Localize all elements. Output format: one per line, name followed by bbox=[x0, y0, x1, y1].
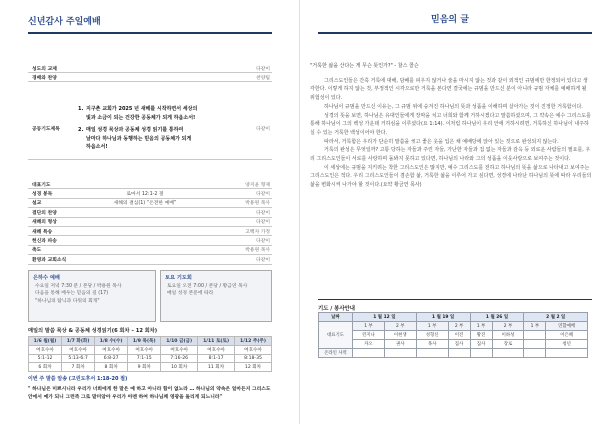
service-order-main bbox=[28, 180, 272, 265]
order-row: 새해 특송 고백자 가정 bbox=[28, 227, 272, 236]
wednesday-service-box: 은하수 예배 수요일 저녁 7:30 분 / 본당 / 박용원 목사 다음을 통해 배우는 믿음의 길 (17) "하나님의 탐닉과 다윗의 회개" bbox=[28, 270, 156, 322]
reading-title: 매일의 말씀 묵상 & 공동체 성경읽기(6 회차 – 12 회차) bbox=[28, 328, 158, 334]
service-order-top bbox=[28, 64, 272, 82]
reading-schedule-table: 1/6 월(월) 1/7 화(화) 1/8 수(수) 1/9 목(목) 1/10 금(금) 1/11 토(토) 1/12 주(주) 여호수아 여호수아 여호수아 여호수아 여호수아 여호수아 여호수아 5:1-12 5:13-6:7 6:8-27 7:1-15 7:16-26 8:1-17 8:18-35 6 회차 7 회차 8 회차 9 회차 10 회차 11 회차 12 회차 bbox=[28, 336, 272, 372]
duty-table: 날짜 1 월 12 일 1 월 19 일 1 월 26 일 2 월 2 일 대표기도 1 부 2 부 1 부 2 부 1 부 2 부 1 부 연합예배 윈지나 이현생 성형신 이진 황진 이하성 이은혜 자오 권사 목사 집사 집사 장로 청년 온라인 사역 bbox=[318, 312, 588, 358]
order-label: 경배와 찬양 bbox=[32, 75, 57, 81]
prayer-list bbox=[78, 105, 212, 152]
prayer-item: 2. 매일 성경 묵상과 공동체 성경 읽기를 통하여 날마다 하나님과 동행하는 믿음의 공동체가 되게 하옵소서! bbox=[78, 127, 192, 151]
order-row: 새해의 형상 다같이 bbox=[28, 218, 272, 227]
memory-verse-title: 이번 주 말씀 암송 (고린도후서 1:18-20 절) bbox=[28, 376, 128, 382]
order-row: 성경 봉독 로마서 12:1-2 절 다같이 bbox=[28, 189, 272, 198]
article-paragraph: 그리스도인들은 간혹 거룩에 대해, 담배를 피우지 않거나 술을 마시지 않는 것과 같이 외적인 규범에만 한정되어 있다고 생각한다. 이렇게 하지 않는 것, 부정적인 시각으로만 거룩을 본다면 결국에는 규범을 만드신 분이 아니라 규범 자체를 예배하게 될 위험성이 있다. bbox=[310, 77, 588, 102]
title-divider bbox=[318, 32, 592, 34]
order-row: 설교 새해의 결심(1) “온전한 예배” 박용원 목사 bbox=[28, 199, 272, 208]
prayer-row bbox=[28, 98, 272, 160]
order-row bbox=[28, 73, 272, 82]
order-row bbox=[28, 64, 272, 73]
article-paragraph: 따라서, 거룩함은 우리가 단순히 말씀을 씻고 좋은 옷을 입은 채 예배당에 앉아 있는 것으로 완성되지 않는다. bbox=[324, 138, 559, 145]
article-paragraph: 이 세상에는 규범을 지키려는 착한 그리스도인은 많지만, 예수 그리스도를 전하고 하나님의 뜻을 삶으로 나타내고 보여주는 그리스도인은 적다. 우리 그리스도인들이 겸손함 삶, 거룩한 삶을 이루어 가고 싶다면, 성경에 나타난 하나님의 뜻에 따라 우리들의 삶을 변화시켜 나가야 할 것이다.(요약 황금연 목사) bbox=[310, 164, 592, 189]
article-paragraph: 거룩의 완성은 무엇일까? 고통 당하는 자들과 주린 자들, 가난한 자들과 집 없는 자들과 감옥 등 외로운 사람들의 필요를, 우리 그리스도인들이 서로를 사랑하며 돌봐지 못하고 있다면, 하나님의 나라와 그의 성품을 이웃사랑으로 보여주는 것이다. bbox=[310, 147, 591, 163]
order-row: 결단의 찬양 다같이 bbox=[28, 208, 272, 217]
order-leader: 다같이 bbox=[256, 66, 270, 72]
box-title: 은하수 예배 bbox=[33, 275, 60, 281]
prayer-leader: 다같이 bbox=[256, 127, 270, 132]
prayer-label: 공동기도제목 bbox=[32, 127, 60, 132]
faith-article-body bbox=[310, 62, 592, 190]
article-paragraph: 하나님이 규범을 만드신 이유는, 그 규범 위에 숭겨진 하나님의 뜻과 성품을 이해하며 살아가는 것이 진정한 거룩함이다. bbox=[324, 103, 583, 110]
service-title: 신년감사 주일예배 bbox=[28, 17, 101, 27]
order-label: 성도의 교제 bbox=[32, 66, 57, 72]
faith-article-title: 믿음의 글 bbox=[431, 15, 469, 25]
prayer-item: 1. 지구촌 교회가 2025 년 새해를 시작하면서 세상의 빛과 소금이 되는 건강한 공동체가 되게 하옵소서! bbox=[78, 106, 198, 121]
title-divider bbox=[28, 32, 272, 34]
duty-section-title: 기도 / 봉사안내 bbox=[318, 299, 592, 312]
saturday-prayer-box: 토요 기도회 토요일 오전 7:00 / 본당 / 황금연 목사 매일 성경 본문에 따라 bbox=[160, 270, 272, 322]
article-quote: "거룩한 삶을 산다는 게 무슨 뜻인가?" - 찰스 콜슨 bbox=[310, 63, 419, 69]
order-row: 축도 박용원 목사 bbox=[28, 246, 272, 255]
order-row: 헌신과 파송 다같이 bbox=[28, 236, 272, 245]
memory-verse-text: " 하나님은 미쁘시니라 우리가 너희에게 한 말은 예 하고 아니라 함이 없노라 … 하나님의 약속은 얼마든지 그리스도 안에서 예가 되니 그런즉 그로 말미암아 우리가 아멘 하여 하나님께 영광을 돌리게 되느니라" bbox=[28, 387, 271, 400]
box-title: 토요 기도회 bbox=[165, 275, 192, 281]
order-leader: 찬양팀 bbox=[256, 75, 270, 81]
order-row: 환영과 교회소식 다같이 bbox=[28, 255, 272, 264]
order-row: 대표기도 양지윤 형제 bbox=[28, 180, 272, 189]
article-paragraph: 성경의 뜻을 보면, 하나님은 유대인들에게 장막을 치고 너희와 함께 거하시겠다고 말씀하셨으며, 그 약속은 예수 그리스도를 통해 하나님이 그의 백성 가운데 거하심을 이루셨다(요 1:14). 이처럼 하나님이 우리 안에 거하시려면, 거룩하신 하나님이 내주하실 수 있는 거룩한 백성이어야 한다. bbox=[310, 112, 591, 136]
prayer-section bbox=[28, 98, 272, 160]
